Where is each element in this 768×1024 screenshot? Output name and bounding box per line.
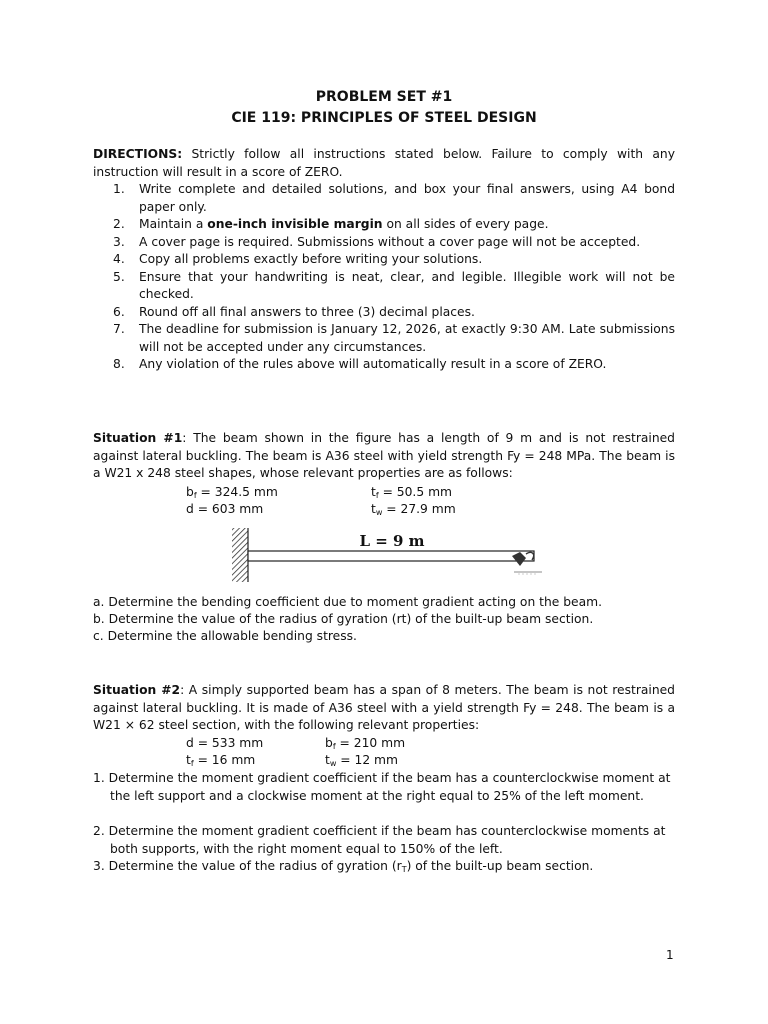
- s2-prop-tw: $t_w = 12$ mm: [325, 753, 399, 768]
- situation-1-body: : The beam shown in the figure has a length of 9 m and is not restrained against lateral buckling. The beam is A36 steel with yield strength Fy = 248 MPa. The beam is a W21 x 248 steel shapes, whose relevant properties are as follows:: [93, 431, 675, 480]
- s1-prop-bf: $b_f = 324.5$ mm: [186, 485, 278, 500]
- s2-question-2: 2. Determine the moment gradient coefficient if the beam has counterclockwise moments at both supports, with the right moment equal to 150% of the left.: [93, 824, 666, 856]
- item-number: 1.: [113, 182, 125, 196]
- direction-item: [93, 269, 675, 304]
- s2-prop-d: d = 533 mm: [186, 736, 264, 750]
- course-title: CIE 119: PRINCIPLES OF STEEL DESIGN: [231, 110, 537, 126]
- s1-prop-tw: $t_w = 27.9$ mm: [371, 502, 456, 517]
- item-text: A cover page is required. Submissions without a cover page will not be accepted.: [139, 234, 641, 249]
- directions-intro-text: Strictly follow all instructions stated below. Failure to comply with any instruction will result in a score of ZERO.: [93, 147, 675, 179]
- directions-intro: [93, 146, 675, 181]
- item-text: The deadline for submission is January 12, 2026, at exactly 9:30 AM. Late submissions will not be accepted under any circumstances.: [139, 322, 675, 354]
- item-text: Maintain a: [139, 217, 208, 231]
- situation-1-text: [93, 430, 675, 483]
- item-text: on all sides of every page.: [382, 217, 549, 231]
- item-text: Any violation of the rules above will automatically result in a score of ZERO.: [139, 357, 607, 371]
- s2-question-1: 1. Determine the moment gradient coefficient if the beam has a counterclockwise moment at the left support and a clockwise moment at the right equal to 25% of the left moment.: [93, 771, 671, 803]
- s2-prop-bf: $b_f = 210$ mm: [325, 736, 406, 751]
- direction-item: [93, 251, 675, 269]
- situation-2-body: : A simply supported beam has a span of 8 meters. The beam is not restrained against lateral buckling. It is made of A36 steel with a yield strength Fy = 248. The beam is a W21 × 62 steel section, with the following relevant properties:: [93, 683, 675, 732]
- direction-item: [93, 356, 675, 374]
- s1-prop-tf: $t_f = 50.5$ mm: [371, 485, 453, 500]
- item-text: Round off all final answers to three (3) decimal places.: [139, 304, 475, 319]
- s1-question-c: c. Determine the allowable bending stress.: [93, 629, 357, 643]
- page-number: 1: [666, 948, 674, 962]
- s1-question-b: b. Determine the value of the radius of gyration (rt) of the built-up beam section.: [93, 612, 594, 626]
- direction-item: [93, 181, 675, 216]
- cantilever-beam-figure: [226, 524, 546, 584]
- s1-question-a: a. Determine the bending coefficient due to moment gradient acting on the beam.: [93, 595, 603, 609]
- item-number: 4.: [113, 252, 125, 266]
- item-text: Write complete and detailed solutions, and box your final answers, using A4 bond paper only.: [139, 182, 675, 214]
- s1-prop-d: d = 603 mm: [186, 502, 264, 516]
- item-text: Copy all problems exactly before writing your solutions.: [139, 252, 483, 266]
- item-text: Ensure that your handwriting is neat, clear, and legible. Illegible work will not be checked.: [139, 269, 675, 301]
- situation-2-text: [93, 682, 675, 735]
- fixed-support-hatch: [232, 528, 248, 582]
- s2-question-3: 3. Determine the value of the radius of gyration $(r_T)$ of the built-up beam section.: [93, 859, 594, 874]
- beam-length-label: L = 9 m: [359, 532, 425, 550]
- item-number: 8.: [113, 357, 125, 371]
- item-number: 3.: [113, 234, 125, 249]
- situation-2-label: Situation #2: [93, 683, 181, 697]
- item-number: 2.: [113, 217, 125, 231]
- directions-list: [93, 181, 675, 374]
- directions-label: DIRECTIONS:: [93, 147, 183, 161]
- item-number: 7.: [113, 322, 125, 336]
- situation-1-label: Situation #1: [93, 431, 183, 445]
- direction-item: [93, 216, 675, 234]
- document-title: PROBLEM SET #1: [315, 89, 453, 105]
- item-number: 6.: [113, 304, 125, 319]
- item-bold-text: one-inch invisible margin: [207, 217, 383, 231]
- direction-item: [93, 304, 675, 322]
- item-number: 5.: [113, 269, 125, 284]
- direction-item: [93, 234, 675, 252]
- s2-prop-tf: $t_f = 16$ mm: [186, 753, 256, 768]
- beam-body: [248, 551, 534, 561]
- direction-item: [93, 321, 675, 356]
